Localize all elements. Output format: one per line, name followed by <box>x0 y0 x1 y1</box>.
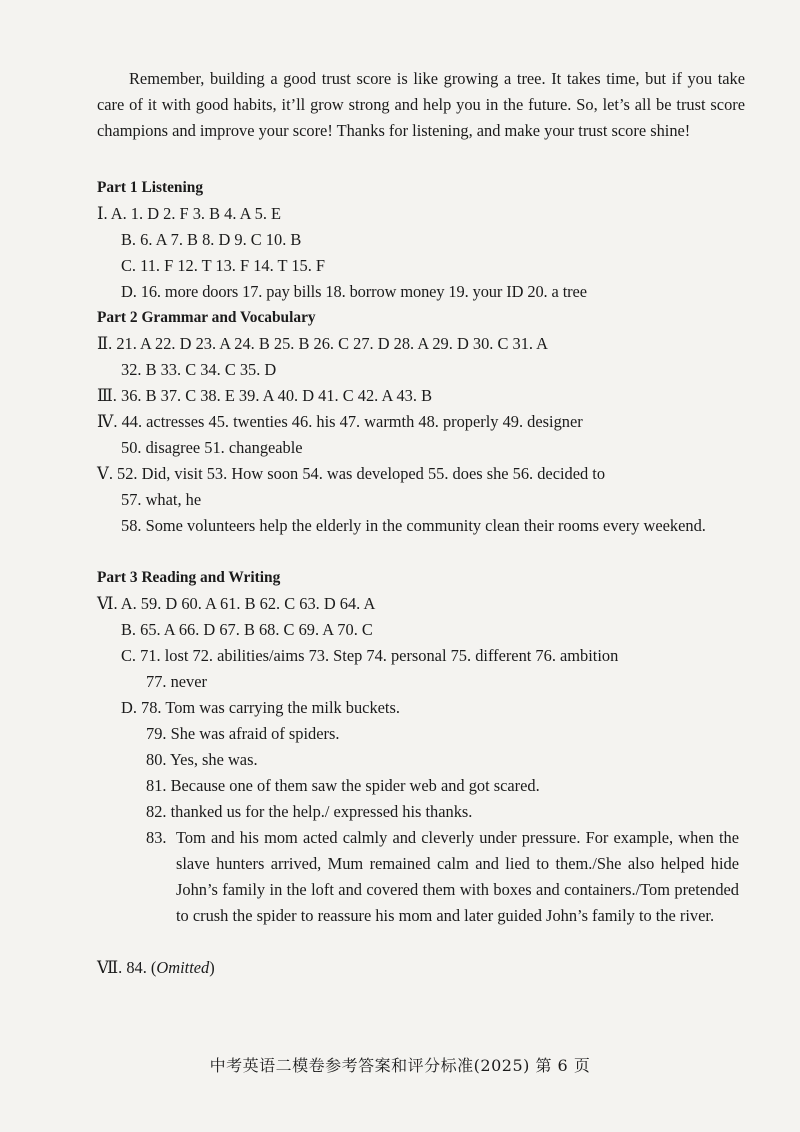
answer-80: 80. Yes, she was. <box>146 750 258 769</box>
answer-82: 82. thanked us for the help./ expressed his thanks. <box>146 802 473 821</box>
grammar-section-3: Ⅲ. 36. B 37. C 38. E 39. A 40. D 41. C 42. A 43. B <box>97 386 433 405</box>
reading-section-b: B. 65. A 66. D 67. B 68. C 69. A 70. C <box>121 620 373 639</box>
listening-section-d: D. 16. more doors 17. pay bills 18. borrow money 19. your ID 20. a tree <box>121 282 587 301</box>
listening-section-a: Ⅰ. A. 1. D 2. F 3. B 4. A 5. E <box>97 204 282 223</box>
rewrite-section-5-line2: 57. what, he <box>121 490 202 509</box>
part3-heading: Part 3 Reading and Writing <box>97 569 281 586</box>
intro-text: Remember, building a good trust score is like growing a tree. It takes time, but if you take care of it with good habits, it’ll grow strong and help you in the future. So, let’s all be trust score champions and improve your score! Thanks for listening, and make your trust score shine! <box>97 69 745 140</box>
vocab-section-4-line2: 50. disagree 51. changeable <box>121 438 303 457</box>
answer-84-prefix: Ⅶ. 84. ( <box>97 958 157 977</box>
listening-section-c: C. 11. F 12. T 13. F 14. T 15. F <box>121 256 326 275</box>
grammar-section-2-line2: 32. B 33. C 34. C 35. D <box>121 360 277 379</box>
answer-84-omitted: Omitted <box>156 958 210 977</box>
intro-paragraph <box>97 66 745 144</box>
answer-83-number: 83. <box>146 828 167 847</box>
reading-section-c-line2: 77. never <box>146 672 207 691</box>
answer-84-suffix: ) <box>209 958 215 977</box>
rewrite-section-5-line1: Ⅴ. 52. Did, visit 53. How soon 54. was developed 55. does she 56. decided to <box>97 464 606 483</box>
reading-section-c-line1: C. 71. lost 72. abilities/aims 73. Step 74. personal 75. different 76. ambition <box>121 646 619 665</box>
part2-heading: Part 2 Grammar and Vocabulary <box>97 309 316 326</box>
page-footer: 中考英语二模卷参考答案和评分标准(2025) 第 6 页 <box>209 1056 591 1075</box>
answer-78: D. 78. Tom was carrying the milk buckets. <box>121 698 400 717</box>
rewrite-section-5-line3 <box>121 513 739 539</box>
listening-section-b: B. 6. A 7. B 8. D 9. C 10. B <box>121 230 302 249</box>
answer-79: 79. She was afraid of spiders. <box>146 724 340 743</box>
reading-section-a: Ⅵ. A. 59. D 60. A 61. B 62. C 63. D 64. A <box>97 594 376 613</box>
answer-81: 81. Because one of them saw the spider web and got scared. <box>146 776 540 795</box>
grammar-section-2-line1: Ⅱ. 21. A 22. D 23. A 24. B 25. B 26. C 27. D 28. A 29. D 30. C 31. A <box>97 334 549 353</box>
writing-section-7 <box>97 955 215 981</box>
answer-58: 58. Some volunteers help the elderly in the community clean their rooms every weekend. <box>121 516 706 535</box>
part1-heading: Part 1 Listening <box>97 179 204 196</box>
answer-83: Tom and his mom acted calmly and cleverly under pressure. For example, when the slave hunters arrived, Mum remained calm and lied to them./She also helped hide John’s family in the loft and covered them with boxes and containers./Tom pretended to crush the spider to reassure his mom and later guided John’s family to the river. <box>176 828 739 925</box>
vocab-section-4-line1: Ⅳ. 44. actresses 45. twenties 46. his 47. warmth 48. properly 49. designer <box>97 412 583 431</box>
